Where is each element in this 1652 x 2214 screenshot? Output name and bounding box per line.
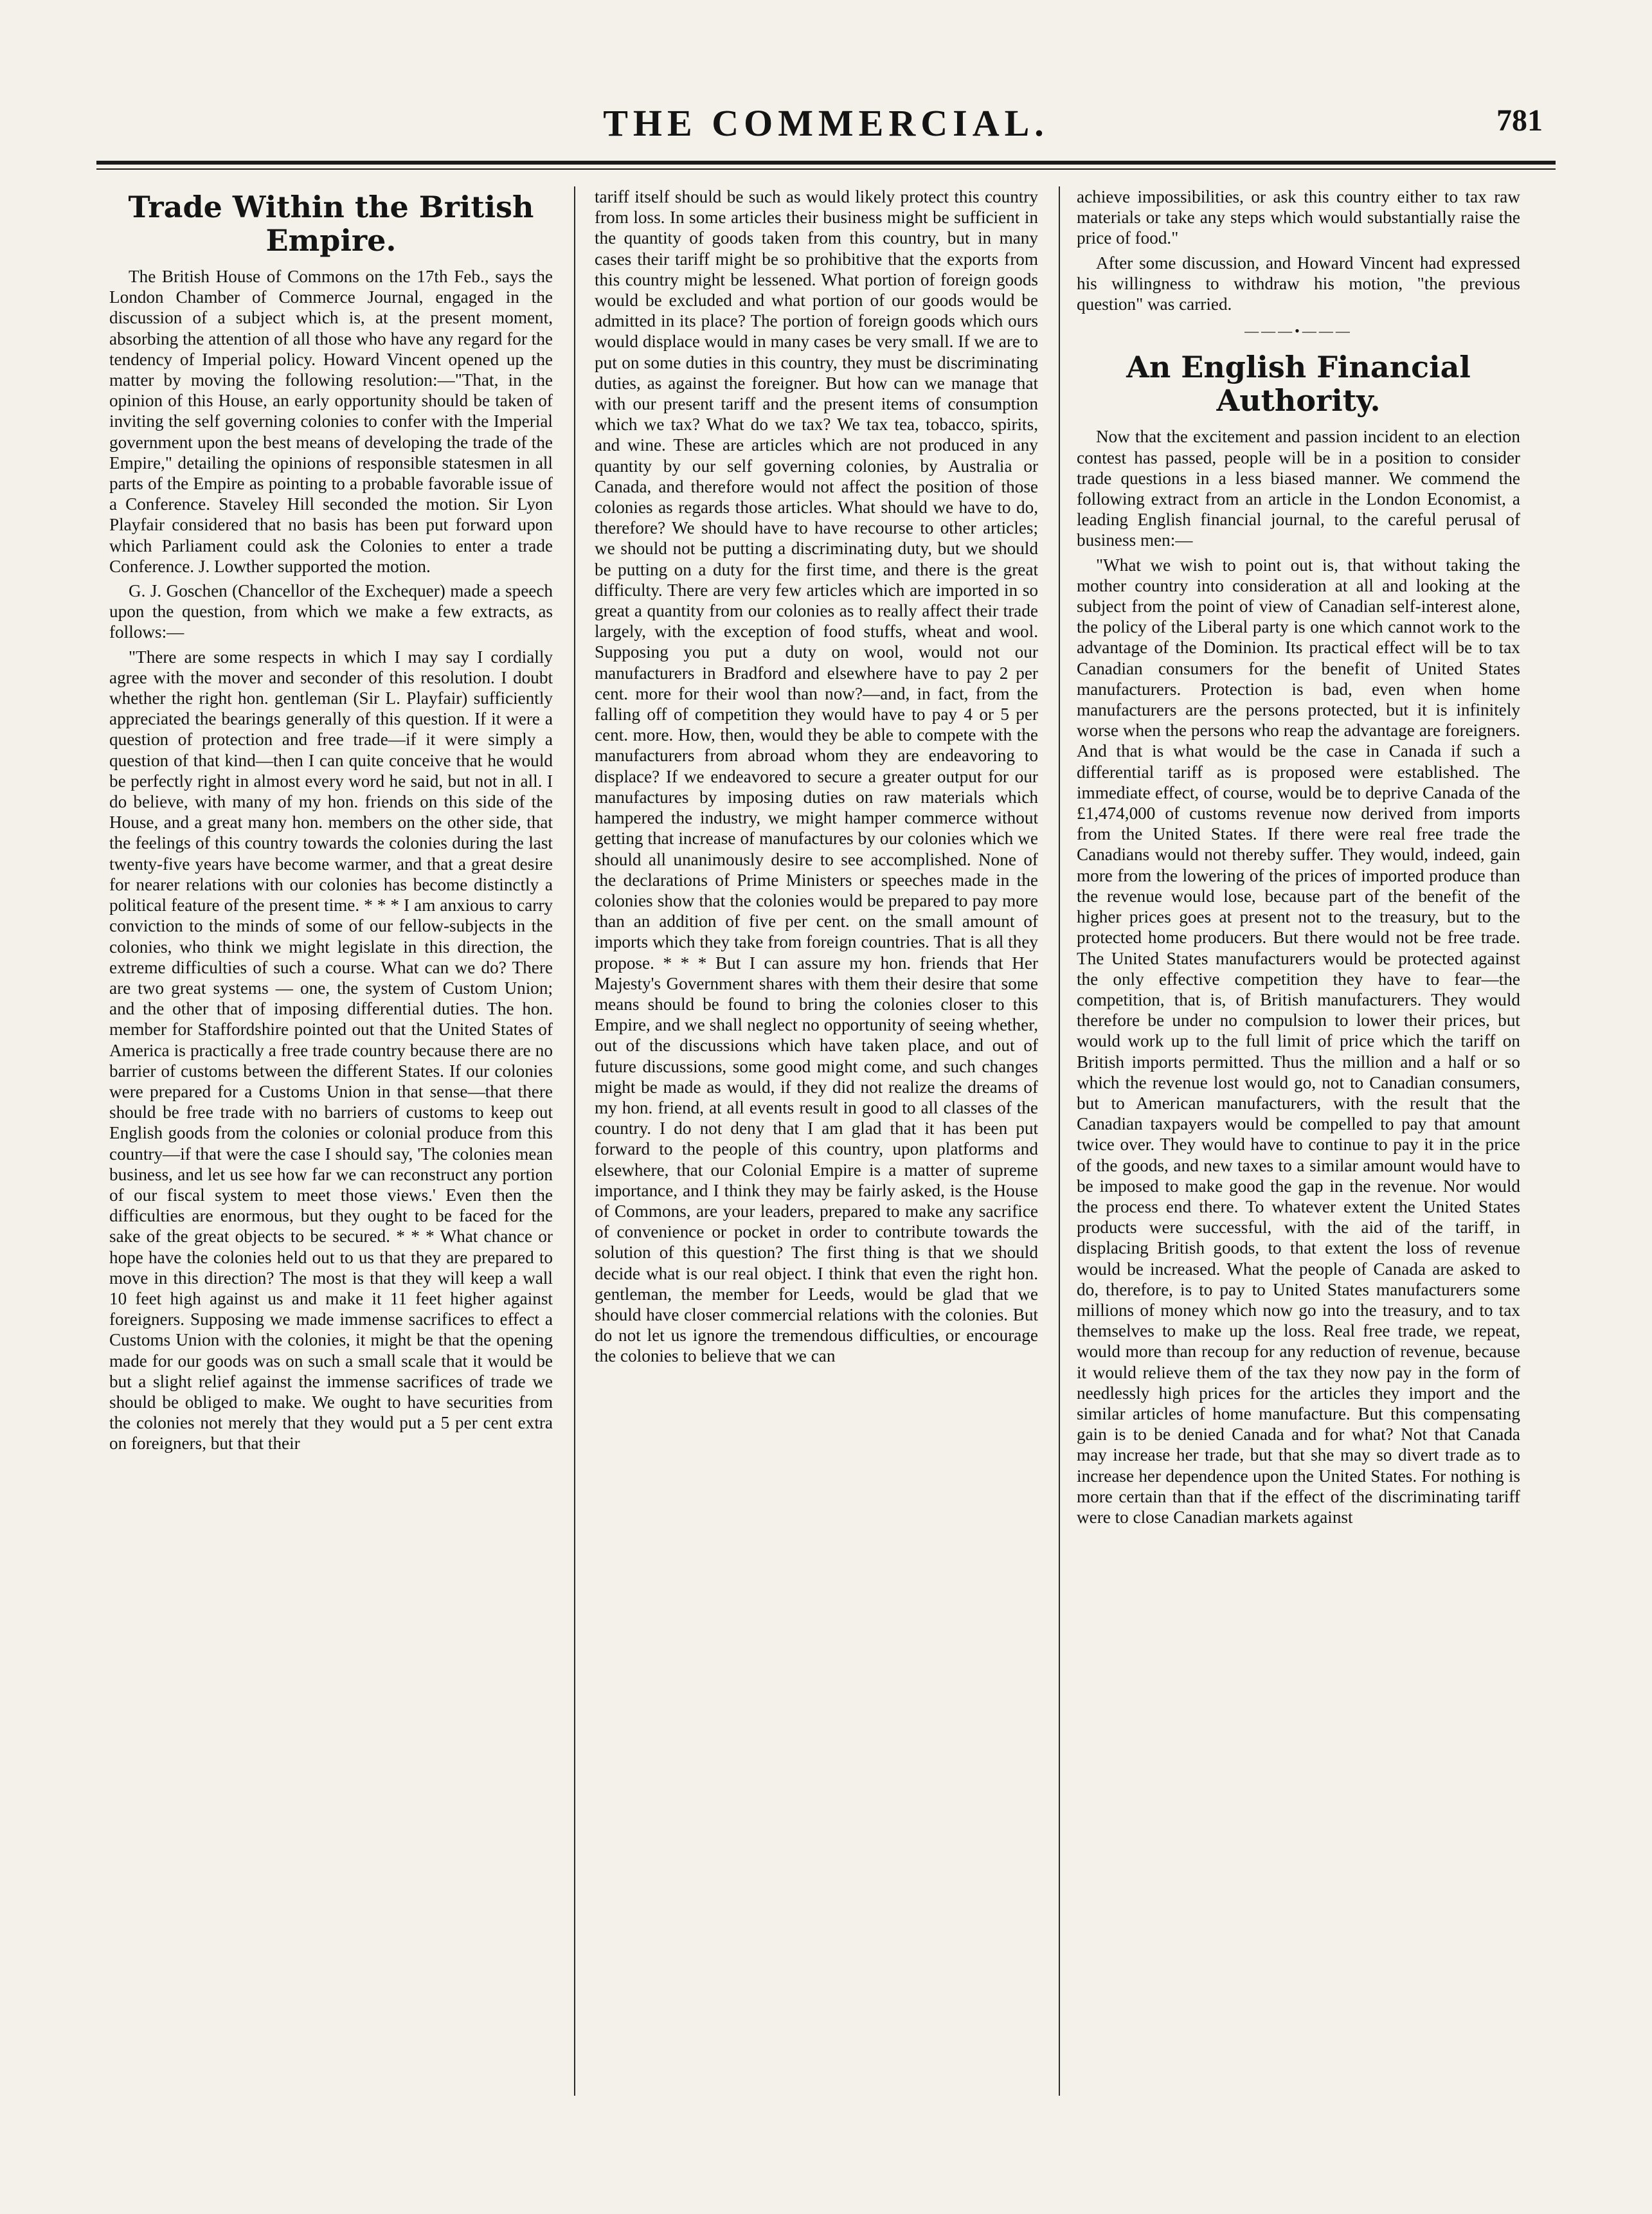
article-heading-english-financial-authority: An English Financial Authority. [1126, 350, 1471, 419]
article-heading-trade-within-empire: Trade Within the British Empire. [128, 190, 534, 258]
page-number: 781 [1496, 104, 1543, 138]
column-2 [595, 186, 1038, 2096]
paragraph: G. J. Goschen (Chancellor of the Exchequer) made a speech upon the question, from which we make a few extracts, as follows:— [109, 581, 553, 642]
column-divider [574, 186, 575, 2096]
paragraph: "What we wish to point out is, that without taking the mother country into consideration at all and looking at the subject from the point of view of Canadian self-interest alone, the policy of the Liberal party is one which cannot work to the advantage of the Dominion. Its practical effect will be to tax Canadian consumers for the benefit of United States manufacturers. Protection is bad, even when home manufacturers are the persons protected, but it is infinitely worse when the persons who reap the advantage are foreigners. And that is what would be the case in Canada if such a differential tariff as is proposed were established. The immediate effect, of course, would be to deprive Canada of the £1,474,000 of customs revenue now derived from imports from the United States. If there were real free trade the Canadians would not thereby suffer. They would, indeed, gain more from the lowering of the prices of imported produce than the revenue would lose, because part of the benefit of the higher prices goes at present not to the treasury, but to the protected home producers. But there would not be free trade. The United States manufacturers would be protected against the only effective competition they have to fear—the competition, that is, of British manufacturers. They would therefore be under no compulsion to lower their prices, but would work up to the full limit of price which the tariff on British imports permitted. Thus the million and a half or so which the revenue lost would go, not to Canadian consumers, but to American manufacturers, with the result that the Canadian taxpayers would be compelled to pay that amount twice over. They would have to continue to pay it in the price of the goods, and new taxes to a similar amount would have to be imposed to make good the gap in the revenue. Nor would the process end there. To whatever extent the United States products were successful, with the aid of the tariff, in displacing British goods, to that extent the loss of revenue would be increased. What the people of Canada are asked to do, therefore, is to pay to United States manufacturers some millions of money which now go into the treasury, and to tax themselves to make up the loss. Real free trade, we repeat, would more than recoup for any reduction of revenue, because it would relieve them of the tax they now pay in the form of needlessly high prices for the articles they import and the similar articles of home manufacture. But this compensating gain is to be denied Canada and for what? Not that Canada may increase her trade, but that she may so divert trade as to increase her dependence upon the United States. For nothing is more certain than that if the effect of the discriminating tariff were to close Canadian markets against [1077, 555, 1520, 1527]
header-rule-thick [96, 161, 1556, 165]
paragraph: tariff itself should be such as would likely protect this country from loss. In some articles their business might be sufficient in the quantity of goods taken from this country, but in many cases their tariff might be so prohibitive that the exports from this country might be lessened. What portion of foreign goods would be excluded and what portion of our goods would be admitted in its place? The portion of foreign goods which ours would displace would in many cases be very small. If we are to put on some duties in this country, they must be discriminating duties, as against the foreigner. But how can we manage that with our present tariff and the present items of consumption which we tax? What do we tax? We tax tea, tobacco, spirits, and wine. These are articles which are not produced in any quantity by our self governing colonies, by Australia or Canada, and therefore would not affect the position of those colonies as regards those articles. What should we have to do, therefore? We should have to have recourse to other articles; we should not be putting a discriminating duty, but we should be putting on a duty for the first time, and there is the great difficulty. There are very few articles which are imported in so great a quantity from our colonies as to really affect their trade largely, with the exception of food stuffs, wheat and wool. Supposing you put a duty on wool, would not our manufacturers in Bradford and elsewhere have to pay 2 per cent. more for their wool than now?—and, in fact, from the falling off of competition they would have to pay 4 or 5 per cent. more. How, then, would they be able to compete with the manufacturers from abroad whom they are endeavoring to displace? If we endeavored to secure a greater output for our manufactures by imposing duties on raw materials which hampered the industry, we might hamper commerce without getting that increase of manufactures by our colonies which we should all unanimously desire to see accomplished. None of the declarations of Prime Ministers or speeches made in the colonies show that the colonies would be prepared to pay more than an addition of five per cent. on the small amount of imports which they take from foreign countries. That is all they propose. * * * But I can assure my hon. friends that Her Majesty's Government shares with them their desire that some means should be found to bring the colonies closer to this Empire, and we shall neglect no opportunity of seeing whether, out of the discussions which have taken place, and out of future discussions, some good might come, and such changes might be made as would, if they did not realize the dreams of my hon. friend, at all events result in good to all classes of the country. I do not deny that I am glad that it has been put forward to the people of this country, upon platforms and elsewhere, that our Colonial Empire is a matter of supreme importance, and I think they may be fairly asked, is the House of Commons, are your leaders, prepared to make any sacrifice of convenience or pocket in order to contribute towards the solution of this question? The first thing is that we should decide what is our real object. I think that even the right hon. gentleman, the member for Leeds, would be glad that we should have closer commercial relations with the colonies. But do not let us ignore the tremendous difficulties, or encourage the colonies to believe that we can [595, 187, 1038, 1366]
newspaper-title: THE COMMERCIAL. [603, 102, 1049, 144]
paragraph: achieve impossibilities, or ask this country either to tax raw materials or take any steps which would substantially raise the price of food." [1077, 187, 1520, 248]
masthead [96, 96, 1556, 148]
paragraph: "There are some respects in which I may say I cordially agree with the mover and seconder of this resolution. I doubt whether the right hon. gentleman (Sir L. Playfair) sufficiently appreciated the bearings generally of this question. If it were a question of protection and free trade—if it were simply a question of that kind—then I can quite conceive that he would be perfectly right in almost every word he said, but not in all. I do believe, with many of my hon. friends on this side of the House, and a great many hon. members on the other side, that the feelings of this country towards the colonies during the last twenty-five years have become warmer, and that a great desire for nearer relations with our colonies has become distinctly a political feature of the present time. * * * I am anxious to carry conviction to the minds of some of our fellow-subjects in the colonies, who think we might legislate in this direction, the extreme difficulties of such a course. What can we do? There are two great systems — one, the system of Custom Union; and the other that of imposing differential duties. The hon. member for Staffordshire pointed out that the United States of America is practically a free trade country because there are no barrier of customs between the different States. If our colonies were prepared for a Customs Union in that sense—that there should be free trade with no barriers of customs to keep out English goods from the colonies or colonial produce from this country—if that were the case I should say, 'The colonies mean business, and let us see how far we can reconstruct any portion of our fiscal system to meet those views.' Even then the difficulties are enormous, but they ought to be faced for the sake of the great objects to be secured. * * * What chance or hope have the colonies held out to us that they are prepared to move in this direction? The most is that they will keep a wall 10 feet high against us and make it 11 feet higher against foreigners. Supposing we made immense sacrifices to effect a Customs Union with the colonies, it might be that the opening made for our goods was on such a small scale that it would be but a slight relief against the immense sacrifices of trade we should be obliged to make. We ought to have securities from the colonies not merely that they would put a 5 per cent extra on foreigners, but that their [109, 647, 553, 1454]
column-3 [1077, 186, 1520, 2096]
paragraph: The British House of Commons on the 17th Feb., says the London Chamber of Commerce Journal, engaged in the discussion of a subject which is, at the present moment, absorbing the attention of all those who have any regard for the tendency of Imperial policy. Howard Vincent opened up the matter by moving the following resolution:—"That, in the opinion of this House, an early opportunity should be taken of inviting the self governing colonies to confer with the Imperial government upon the best means of developing the trade of the Empire," detailing the opinions of responsible statesmen in all parts of the Empire as pointing to a probable favorable issue of a Conference. Staveley Hill seconded the motion. Sir Lyon Playfair considered that no basis has been put forward upon which Parliament could ask the Colonies to enter a trade Conference. J. Lowther supported the motion. [109, 267, 553, 576]
paragraph: After some discussion, and Howard Vincent had expressed his willingness to withdraw his motion, "the previous question" was carried. [1077, 253, 1520, 314]
section-divider: ———•——— [1244, 323, 1352, 339]
header-rule-thin [96, 168, 1556, 170]
paragraph: Now that the excitement and passion incident to an election contest has passed, people will be in a position to consider trade questions in a less biased manner. We commend the following extract from an article in the London Economist, a leading English financial journal, to the careful perusal of business men:— [1077, 427, 1520, 550]
column-1 [109, 186, 553, 2096]
column-divider [1059, 186, 1060, 2096]
